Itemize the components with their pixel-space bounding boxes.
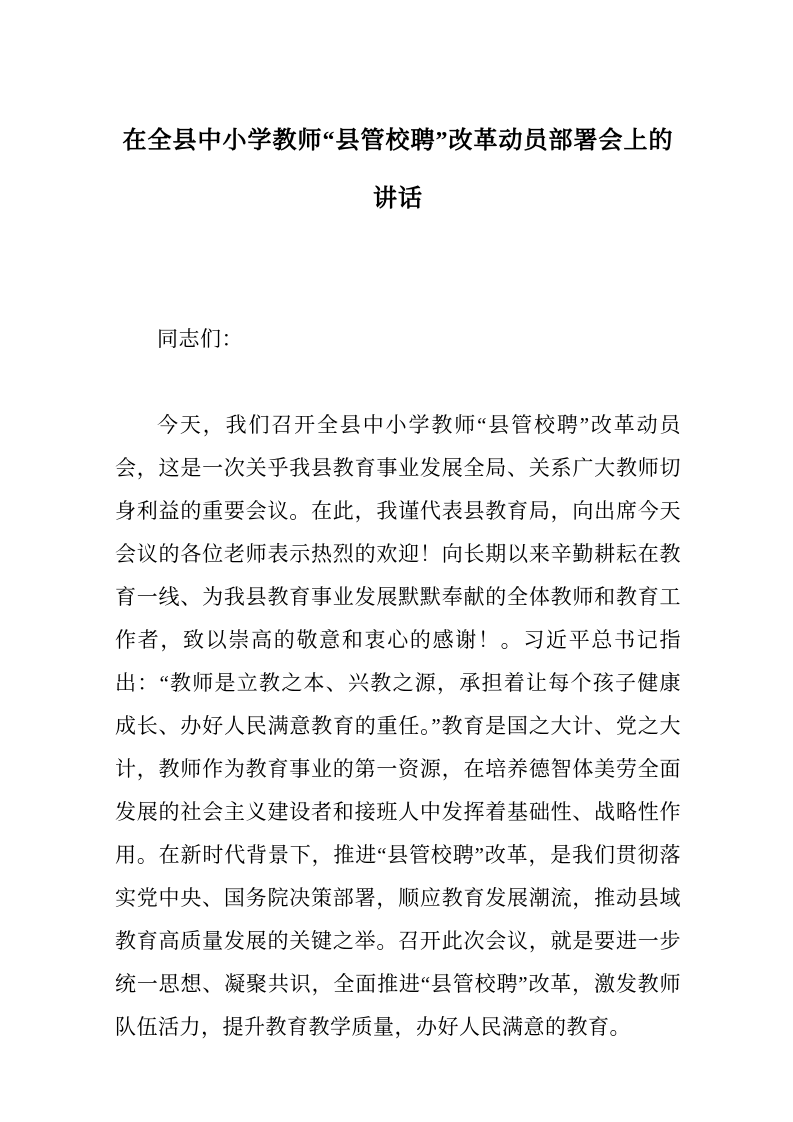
salutation-line: 同志们： [157, 327, 243, 351]
body-paragraph: 今天，我们召开全县中小学教师“县管校聘”改革动员会，这是一次关乎我县教育事业发展全局、关系广大教师切身利益的重要会议。在此，我谨代表县教育局，向出席今天会议的各位老师表示热烈的欢迎！向长期以来辛勤耕耘在教育一线、为我县教育事业发展默默奉献的全体教师和教育工作者，致以崇高的敬意和衷心的感谢！。习近平总书记指出：“教师是立教之本、兴教之源，承担着让每个孩子健康成长、办好人民满意教育的重任。”教育是国之大计、党之大计，教师作为教育事业的第一资源，在培养德智体美劳全面发展的社会主义建设者和接班人中发挥着基础性、战略性作用。在新时代背景下，推进“县管校聘”改革，是我们贯彻落实党中央、国务院决策部署，顺应教育发展潮流，推动县域教育高质量发展的关键之举。召开此次会议，就是要进一步统一思想、凝聚共识，全面推进“县管校聘”改革，激发教师队伍活力，提升教育教学质量，办好人民满意的教育。 [115, 413, 681, 1039]
document-title: 在全县中小学教师“县管校聘”改革动员部署会上的讲话 [122, 128, 674, 212]
